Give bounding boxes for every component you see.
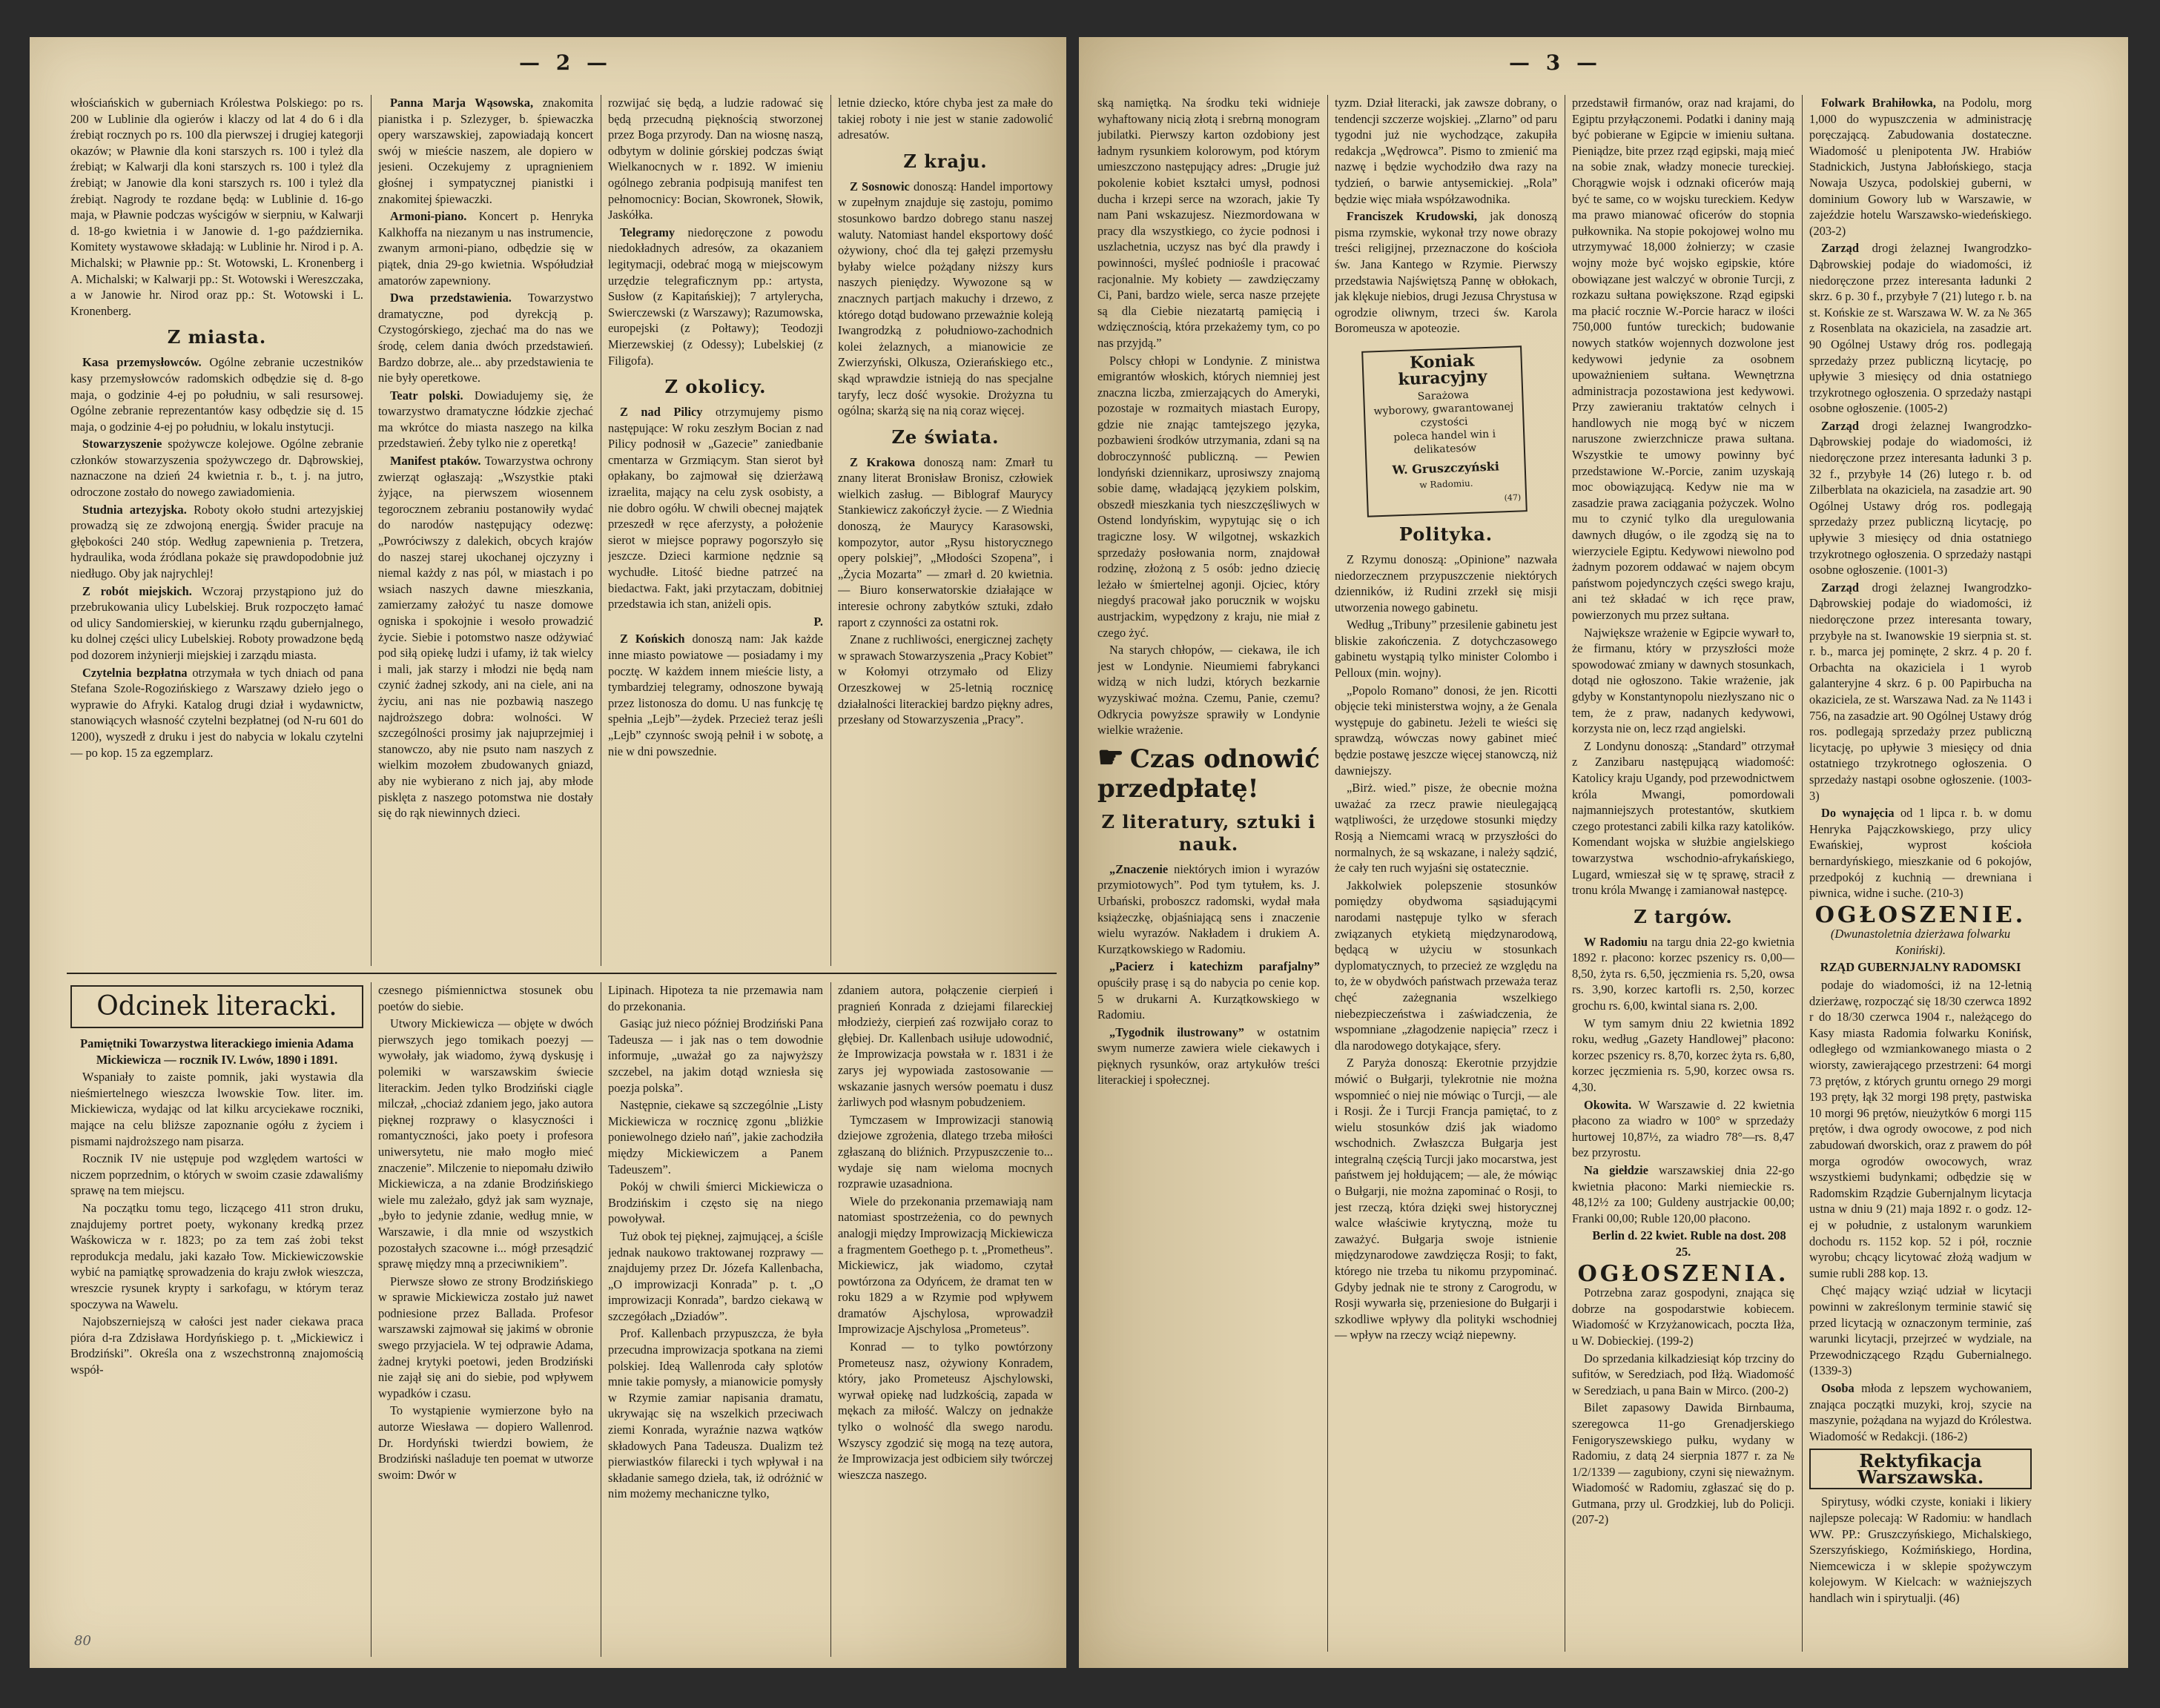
feuilleton-column-3 (608, 982, 823, 1657)
news-item-head: W Radomiu (1584, 934, 1648, 949)
news-item-text: donoszą nam: Zmarł tu znany literat Bronisław Bronisz, człowiek wielkich zasług. — Biblograf Maurycy Stankiewicz zakończył życie. — Z Wiednia donoszą, że Maurycy Karasowski, kompozytor, autor „Rysu historycznego opery polskiej”, „Młodości Szopena”, i „Życia Mozarta” — zmarł d. 20 kwietnia. — Biuro konserwatorskie działające w interesie ochrony zabytków sztuki, zdało raport z czynności za ostatni rok. (838, 454, 1053, 629)
ad-number: (47) (1504, 492, 1522, 503)
left-column-4 (838, 95, 1053, 966)
news-item (608, 225, 823, 368)
ad-text: drogi żelaznej Iwangrodzko-Dąbrowskiej podaje do wiadomości, iż niedoręczone przez interesanta ładunki 3 p. 32 f., przybyłe 14 (26) lutego r. b. od Zilberblata na okaziciela, na zasadzie art. 90 Ogólnej Ustawy dróg ros. podlegają sprzedaży przez publiczną licytację, po upływie 3 miesięcy od dnia ostatniego trzykrotnego ogłoszenia. O sprzedaży nastąpi osobne ogłoszenie. (1001-3) (1809, 418, 2032, 577)
news-item-head: Z Krakowa (850, 454, 916, 469)
news-item-head: Telegramy (620, 225, 676, 239)
paragraph: Według „Tribuny” przesilenie gabinetu jest bliskie zakończenia. Z dotychczasowego gabinetu wystąpią tylko minister Colombo i Pelloux (min. wojny). (1335, 618, 1557, 681)
news-item-head: Z robót miejskich. (82, 583, 192, 598)
section-title-ze-swiata: Ze świata. (891, 426, 1000, 448)
paragraph: rozwijać się będą, a ludzie radować się będą przecudną pięknością stworzonej przez Boga przyrody. Dan na wiosnę naszą, odbytym w dolinie górskiej podczas świąt Wielkanocnych w r. 1892. W imieniu ogólnego zebrania podpisują manifest ten pełnomocnicy: Bocian, Skowronek, Słowik, Jaskółka. (608, 96, 823, 222)
news-item-text: W Warszawie d. 22 kwietnia płacono za wiadro w 100° w sprzedaży hurtowej 10,87½, za wiadro 78°—rs. 8,47 bez przyrostu. (1572, 1097, 1794, 1160)
news-item (378, 388, 593, 451)
paragraph: ską namiętką. Na środku teki widnieje wyhaftowany nicią złotą i srebrną monogram jubilatki. Pierwszy karton ozdobiony jest ładnym rysunkiem kolorowym, pod którym umieszczono następujący adres: „Drugie już pokolenie kobiet kształci umysł, podnosi ducha i krzepi serce na wzorach, jakie Ty nam Pani wskazujesz. Niezmordowana w pracy dla wszystkiego, co życie podnosi i uszlachetnia, uczysz nas być dla prawdy i powinności, myśleć podniośle i pracować racjonalnie. My kobiety — zawdzięczamy Ci, Pani, bardzo wiele, serca nasze przejęte są dla Ciebie niezatartą pamięcią i wdzięcznością, która przekażemy tym, co po nas przyjdą.” (1097, 96, 1320, 350)
column-rule (830, 95, 831, 966)
news-item-text: otrzymała w tych dniach od pana Stefana Szole-Rogozińskiego z Warszawy dzieło jego o wyprawie do Afryki. Katalog drugi dział i wydawnictw, stanowiących własność czytelni bezpłatnej (od N-ru 601 do 1200), wyszedł z druku i jest do nabycia w lokalu czytelni — po kop. 15 za egzemplarz. (70, 665, 363, 760)
column-rule (830, 982, 831, 1657)
news-item-text: na targu dnia 22-go kwietnia 1892 r. płacono: korzec pszenicy rs. 0,00—8,50, żyta rs. 6,50, jęczmienia rs. 5,20, owsa rs. 3,90, korzec kartofli rs. 2,50, korzec grochu rs. 6,00, kwintal siana rs. 2,00. (1572, 934, 1794, 1013)
right-column-4 (1809, 95, 2032, 1652)
news-item-head: Czytelnia bezpłatna (82, 665, 188, 680)
news-item-head: Stowarzyszenie (82, 437, 162, 451)
pointing-hand-icon: ☛ (1097, 739, 1124, 775)
berlin-quote: Berlin d. 22 kwiet. Ruble na dost. 208 25. (1592, 1228, 1786, 1259)
news-item (608, 404, 823, 612)
paragraph: „Birż. wied.” pisze, że obecnie można uważać za rzecz prawie nieulegającą wątpliwości, że urzędowe stosunki między Rosją a Niemcami wracą w przyszłości do normalnych, że są wskazane, i należy sądzić, że cały ten ruch wyjaśni się ostatecznie. (1335, 781, 1557, 875)
classified-ad (1809, 1380, 2032, 1444)
paragraph: Z Rzymu donoszą: „Opinione” nazwała niedorzecznem przypuszczenie niektórych dzienników, iż Rudini zrzekł się misji utworzenia nowego gabinetu. (1335, 552, 1557, 615)
news-item-head: Teatr polski. (390, 388, 463, 403)
paragraph: Pierwsze słowo ze strony Brodzińskiego w sprawie Mickiewicza zostało już nawet podniesione przez Ballada. Profesor warszawski zajmował się jakimś w obronie swego przyjaciela. W tej odprawie Adama, żadnej krytyki poetowi, jeden Brodziński nie zajął się ani do siebie, pod wpływem wypadków i czasu. (378, 1274, 593, 1400)
news-item-text: Ogólne zebranie uczestników kasy przemysłowców radomskich odbędzie się d. 8-go maja, o godzinie 4-ej po południu, w sali resursowej. Ogólne zebranie reprezentantów kasy odbędzie się d. 15 maja, o godzinie 4-ej po południu, w lokalu instytucji. (70, 355, 363, 434)
news-item-text: jak donoszą pisma rzymskie, wykonał trzy nowe obrazy treści religijnej, przeznaczone do kościoła św. Jana Kantego w Rzymie. Pierwszy przedstawia Najświętszą Pannę w obłokach, jak klękuje niebios, drugi Jezusa Chrystusa w ogrodzie oliwnym, trzeci św. Karola Boromeusza w apoteozie. (1335, 209, 1557, 336)
ad-text: drogi żelaznej Iwangrodzko-Dąbrowskiej podaje do wiadomości, iż niedoręczone przez interesanta ładunki 2 skrz. 6 p. 30 f., przybyłe 7 (21) lutego r. b. na st. Końskie ze st. Warszawa W. W. za № 365 z Rosenblata na okaziciela, na zasadzie art. 90 Ogólnej Ustawy dróg ros. podlegają sprzedaży przez publiczną licytację, po upływie 3 miesięcy od dnia ostatniego trzykrotnego ogłoszenia. O sprzedaży nastąpi osobne ogłoszenie. (1005-2) (1809, 241, 2032, 416)
news-item-text: opuściły prasę i są do nabycia po cenie kop. 5 w drukarni A. Kurzątkowskiego w Radomiu. (1097, 975, 1320, 1022)
news-item (1572, 1162, 1794, 1226)
renew-subscription-banner (1097, 739, 1320, 804)
right-column-3 (1572, 95, 1794, 1652)
ad-head: Zarząd (1821, 241, 1859, 256)
news-item (70, 583, 363, 663)
news-item (1097, 861, 1320, 958)
section-title-z-kraju: Z kraju. (903, 150, 988, 172)
news-item (1572, 1097, 1794, 1161)
news-item-text: spożywcze kolejowe. Ogólne zebranie członków stowarzyszenia spożywczego dr. Dąbrowskiej, naznaczone na dzień 24 kwietnia r. b., t. j. na jutro, odroczone zostało do nowego zawiadomienia. (70, 437, 363, 500)
paragraph: przedstawił firmanów, oraz nad krajami, do Egiptu przyłączonemi. Podatki i daniny mają być pobierane w Egipcie w imieniu sułtana. Pieniądze, bite przez rząd egipski, mają mieć na sobie znak, władzy monecie tureckiej. Chorągwie wojsk i odznaki oficerów mają być te same, co w wojsku tureckiem. Kedyw ma prawo mianować oficerów do stopnia pułkownika. Na stopie pokojowej wolno mu utrzymywać 18,000 żołnierzy; w czasie wojny może być wojsko egipskie, które obowiązane jest walczyć w obronie Turcji, z rozkazu sułtana powiększone. Rząd egipski ma płacić rocznie W.-Porcie haracz w ilości 750,000 funtów tureckich; budowanie nowych statków wojennych dozwolone jest kedywowi jedynie za osobnem upoważnieniem sułtana. Wewnętrzna administracja pozostawiona jest kedywowi. Przy zawieraniu traktatów celnych i handlowych nie mogą być w niczem naruszone zwierzchnicze prawa sułtana. Wszystkie te umowy powinny być przedstawione W.-Porcie, zanim uzyskają moc obowiązującą. Kedyw nie ma w zasadzie prawa zaciągania pożyczek. Wolno mu to czynić tylko dla uregulowania dawnych długów, o ile zgodzą się na to wierzyciele Egiptu. Kedywowi niewolno pod żadnym pozorem oddawać w najem obcym państwom pojedynczych części swego kraju, ani też składać w ich ręce praw, powierzonych mu przez sułtana. (1572, 96, 1794, 622)
news-item-head: Z nad Pilicy (620, 405, 703, 420)
feuilleton-heading: Pamiętniki Towarzystwa literackiego imienia Adama Mickiewicza — rocznik IV. Lwów, 1890 i 1891. (80, 1036, 354, 1067)
paragraph: Polscy chłopi w Londynie. Z ministwa emigrantów włoskich, których niemniej jest znaczna liczba, zmierzających do Ameryki, pozostaje w rozmaitych miastach Europy, gdzie nie znając tamtejszego języka, pozbawieni środków utrzymania, zdani są na dobroczynność publiczną. — Pewien londyński dziennikarz, uprosiwszy znajomą sobie damę, władającą językiem polskim, obszedł mieszkania tych nieszczęśliwych w Ostend londyńskim, wypytując się o ich tragiczne losy. W wilgotnej, wskazkich sprzedaży posłowania norm, znajdował rodzinę, złożoną z 5 osób: jedno dziecię leżało w śmiertelnej agonji. Ojciec, który niegdyś pracował jako porucznik w wojsku austrjackim, wypędzony z kraju, nie miał z czego żyć. (1097, 353, 1320, 640)
paragraph: Rocznik IV nie ustępuje pod względem wartości w niczem poprzednim, o których w swoim czasie zdawaliśmy sprawę na tem miejscu. (70, 1151, 363, 1198)
paragraph: Najobszerniejszą w całości jest nader ciekawa praca pióra d-ra Zdzisława Hordyńskiego p. t. „Mickiewicz i Brodziński”. Określa ona z wszechstronną znajomością współ- (70, 1314, 363, 1377)
paragraph: Utwory Mickiewicza — objęte w dwóch pierwszych jego tomikach poezyj — wywołały, jak wiadomo, żywą dyskusję i polemiki w warszawskim świecie literackim. Jeden tylko Brodziński ciągle milczał, „chociaż zdaniem jego, jako autora pięknej rozprawy o klasyczności i romantyczności, jako poety i profesora uniwersytetu, nie mało mogło mieć znaczenie”. Milczenie to niepomału dziwiło Mickiewicza, a na zdanie Brodzińskiego wiele mu zależało, gdyż jak sam wyznaje, „było to jedynie zdanie, według mnie, w Warszawie, i dla mnie od wszystkich pozostałych szacowne i... mógł przesądzić sprawę między mną a przeciwnikiem”. (378, 1016, 593, 1271)
ad-head: Folwark Brahiłowka, (1821, 96, 1936, 110)
ogloszenie-heading: OGŁOSZENIE. (1814, 901, 2027, 928)
news-item (70, 665, 363, 761)
news-item (838, 454, 1053, 631)
ogloszenia-heading: OGŁOSZENIA. (1577, 1260, 1789, 1287)
classified-ad: Potrzebna zaraz gospodyni, znająca się dobrze na gospodarstwie kobiecem. Wiadomość w Krzyżanowicach, poczta Iłża, u W. Dobieckiej. (199-2) (1572, 1285, 1794, 1348)
news-item-head: Armoni-piano. (390, 209, 467, 224)
news-item (1335, 208, 1557, 337)
news-item (378, 208, 593, 288)
feuilleton-column-1 (70, 982, 363, 1657)
news-item (1572, 1016, 1794, 1096)
paragraph: To wystąpienie wymierzone było na autorze Wiesława — dopiero Wallenrod. Dr. Hordyński twierdzi bowiem, że Brodziński naśladuje ten poemat w utworze swoim: Dwór w (378, 1403, 593, 1482)
news-item-text: Towarzystwo dramatyczne, pod dyrekcją p. Czystogórskiego, zjechać ma do nas we środę, celem dania dwóch przedstawień. Bardzo dobrze, ale... aby przedstawienia te nie były operetkowe. (378, 291, 593, 385)
classified-ad (1809, 418, 2032, 578)
news-item-text: W tym samym dniu 22 kwietnia 1892 roku, według „Gazety Handlowej” płacono: korzec pszenicy rs. 8,70, korzec żyta rs. 6,80, korzec jęczmienia rs. 5,90, korzec owsa rs. 4,30. (1572, 1016, 1794, 1095)
feuilleton-column-2 (378, 982, 593, 1657)
news-item-head: Okowita. (1584, 1097, 1632, 1112)
right-page (1079, 37, 2128, 1668)
rzad-heading: RZĄD GUBERNJALNY RADOMSKI (1820, 960, 2021, 975)
news-item-head: Z Sosnowic (850, 179, 910, 193)
classified-ad (1809, 95, 2032, 239)
paragraph: Pokój w chwili śmierci Mickiewicza o Brodzińskim i często się na niego powoływał. (608, 1179, 823, 1226)
ad-head: Zarząd (1821, 580, 1859, 595)
paragraph: Z Paryża donoszą: Ekerotnie przyjdzie mówić o Bułgarji, tylekrotnie nie można wspomnieć o niej nie mówiąc o Turcji, — ale i Rosji. Że i Turcji Francja pamiętać, to z wielu stosunków dziś jak wiadomo wschodnich. Zwłaszcza Bułgarja jest integralną częścią Turcji jako mocarstwa, jest państwem jej hołdującem; — ale, że mówiąc o Bułgarji, nie można zapominać o Rosji, to jest rzeczą, która dzięki swej historycznej walce właściwie krytyczną, może tu zaważyć. Bułgarja swoje istnienie międzynarodowe zawdzięcza Rosji; to fakt, którego nie trzeba tu nikomu przypominać. Gdyby jednak nie te strony z Carogrodu, w Rosji wywarła się, przeniesione do Bułgarji i szkodliwe wpływy dla polityki wschodniej — wpływ na rzeczy wciąż niepewny. (1335, 1056, 1557, 1343)
news-item (1097, 1025, 1320, 1088)
news-item-head: „Pacierz i katechizm parafjalny” (1109, 959, 1320, 974)
feuilleton-divider (67, 973, 1057, 974)
news-item-text: Dowiadujemy się, że towarzystwo dramatyczne łódzkie zjechać ma wkrótce do miasta naszego na kilka przedstawień. Żeby tylko nie z operetką! (378, 388, 593, 451)
paragraph: Następnie, ciekawe są szczególnie „Listy Mickiewicza w rocznicę zgonu „bliżkie poniewolnego dzieło nań”, jakie zachodziła między Mickiewiczem a Panem Tadeuszem”. (608, 1098, 823, 1176)
news-item (838, 632, 1053, 728)
ad-text: na Podolu, morg 1,000 do wypuszczenia w administrację poręczającą. Zabudowania dostateczne. Wiadomość u plenipotenta JW. Hrabiów Stadnickich, Justyna Jabłońskiego, stacja Nowaja Uszyca, podolskiej guberni, w dominium Gowory lub w Warszawie, w zajeździe hotelu Warszawsko-wiedeńskiego. (203-2) (1809, 96, 2032, 238)
classified-ad (1809, 240, 2032, 417)
news-item-text: Towarzystwa ochrony zwierząt ogłaszają: „Wszystkie ptaki żyjące, na pierwszem wiosennem tegorocznem zebraniu postanowiły wydać do narodów następujący odezwę: „Powróciwszy z dalekich, obcych krajów do naszej starej ukochanej ojczyzny i niemal każdy z nas pól, w miastach i po wsiach naszych dawne mieszkania, zamierzamy założyć tu nasze domowe ogniska i spokojnie i wesoło prowadzić życie. Siebie i potomstwo nasze odżywiać pod siłą opiekę ludzi i ufamy, iż tak wielcy i mali, jak starzy i młodzi nie będą nam czynić żadnej szkody, ani na ciele, ani na życiu, ani nas nie pozbawią naszego najdroższego dobra: wolności. W szczególności prosimy jak najuprzejmiej i stanowczo, aby nie psuto nam naszych z wielkim mozołem zbudowanych gniazd, aby nie wybierano z nich jaj, aby młode pisklęta z naszego potomstwa nie dostały się do rąk niewinnych dzieci. (378, 454, 593, 821)
classified-ad (1809, 580, 2032, 804)
news-item-head: Franciszek Krudowski, (1347, 209, 1478, 224)
news-item-head: Manifest ptaków. (390, 454, 481, 469)
paragraph: czesnego piśmiennictwa stosunek obu poetów do siebie. (378, 983, 593, 1013)
page-number-left: — 2 — (519, 50, 612, 75)
left-page (30, 37, 1066, 1668)
column-rule (1802, 95, 1803, 1652)
ad-head: Do wynajęcia (1821, 806, 1895, 821)
news-item-text: znakomita pianistka i p. Szlezyger, b. śpiewaczka opery warszawskiej, zapowiadają koncert swój w mieście naszem, ale dopiero w jesieni. Oczekujemy z upragnieniem głośnej i sympatycznej pianistki i znakomitej śpiewaczki. (378, 96, 593, 206)
feuilleton-title: Odcinek literacki. (70, 985, 363, 1028)
news-item (378, 95, 593, 207)
news-item-text: Koncert p. Henryka Kalkhoffa na niezanym u nas instrumencie, zwanym armoni-piano, odbędzie się w piątek, dnia 29-go kwietnia. Współudział amatorów zapewniony. (378, 209, 593, 288)
section-title-z-okolicy: Z okolicy. (664, 376, 767, 398)
classified-ad (1809, 805, 2032, 901)
news-item-head: Kasa przemysłowców. (82, 355, 202, 370)
rektyfikacja-heading: Rektyfikacja Warszawska. (1809, 1449, 2032, 1489)
paragraph: Tymczasem w Improwizacji stanowią dziejowe zgrożenia, dlatego trzeba miłości zgłaszaną do bliźnich. Przypuszczenie to... wydaje się nam wieloma mocnych rozprawie uzasadniona. (838, 1112, 1053, 1191)
news-item-text: donoszą nam: Jak każde inne miasto powiatowe — posiadamy i my pocztę. W każdem innem mieście listy, a tymbardziej telegramy, odnoszone bywają przez listonosza do domu. U nas funkcję tę spełnia „Lejb”—żydek. Przecież teraz jeśli „Lejb” czynnośc swoją pełnił i w sobotę, a nie w dni powszednie. (608, 632, 823, 758)
news-item-head: Na giełdzie (1584, 1163, 1648, 1177)
ogloszenie-subtitle: (Dwunastoletnia dzierżawa folwarku Koniński). (1830, 927, 2011, 957)
ad-place: w Radomiu. (1419, 477, 1473, 490)
koniak-ad-area (1335, 338, 1557, 516)
news-item (70, 502, 363, 582)
paragraph: zdaniem autora, połączenie cierpień i pragnień Konrada z dziejami filareckiej młodzieży, cierpień zaś rozwijało coraz to głębiej. Dr. Kallenbach usiłuje udowodnić, że Improwizacja powstała w r. 1831 i że zarys jej wypowiada zastosowanie — wskazanie jasnych wersów poematu i dusz żarliwych pod własnym pobudzeniem. (838, 983, 1053, 1110)
news-item-text: otrzymujemy pismo następujące: W roku zeszłym Bocian z nad Pilicy podnosił w „Gazecie” zaniedbanie cmentarza w Grzmiącym. Stan sierot był opłakany, bo zajmował się dzierżawą izraelita, mający na celu zysk osobisty, a nie dobro ogółu. W chwili obecnej majątek przeszedł w ręce aferzysty, a położenie sierot w miejsce poprawy pogorszyło się jeszcze. Dzieci karmione nędznie są wychudłe. Litość biedne patrzeć na biedactwa. Fakt, jaki przytaczam, dobitniej przedstawia ich stan, aniżeli opis. (608, 405, 823, 612)
paragraph: Tuż obok tej pięknej, zajmującej, a ściśle jednak naukowo traktowanej rozprawy — znajdujemy przez Dr. Józefa Kallenbacha, „O improwizacji Konrada” p. t. „O improwizacji Konrada”, bardzo ciekawą w szczegółach „Dziadów”. (608, 1228, 823, 1323)
news-item (838, 179, 1053, 419)
news-item (378, 453, 593, 821)
ad-line: Sarażowa (1417, 388, 1470, 403)
news-item (70, 436, 363, 500)
paragraph: Wiele do przekonania przemawiają nam natomiast spostrzeżenia, co do pewnych analogji między Improwizacją Mickiewicza a fragmentem Goethego p. t. „Prometheus”. Mickiewicz, jak wiadomo, czytał powtórzona za Odyńcem, że dramat ten w roku 1829 a w Rzymie pod wpływem dramatów Ajschylosa, wprowadził Improwizacje Ajschylosa „Prometeus”. (838, 1194, 1053, 1337)
news-item-text: niedoręczone z powodu niedokładnych adresów, za okazaniem legitymacji, odebrać mogą w miejscowym urzędzie telegraficznym pp.: artysta, Susłow (z Kapitańskiej); 7 artylerycha, Swierczewski (z Warszawy); Razumowska, europejski (z Połtawy); Teodozji Mierzewskiej (z Odessy); Lubelskiej (z Filigofa). (608, 225, 823, 368)
paragraph: letnie dziecko, które chyba jest za małe do takiej roboty i nie jest w stanie zadowolić adresatów. (838, 96, 1053, 142)
news-item-text: Znane z ruchliwości, energicznej zachęty w sprawach Stowarzyszenia „Pracy Kobiet” w Kołomyi otrzymało od Elizy Orzeszkowej w 25-letnią rocznicę działalności literackiej bardzo piękny adres, przesłany od Stowarzyszenia „Pracy”. (838, 632, 1053, 727)
left-column-3 (608, 95, 823, 966)
renew-subscription-text: Czas odnowić przedpłatę! (1097, 744, 1320, 804)
ad-heading: Koniak kuracyjny (1398, 351, 1487, 389)
news-item-text: donoszą: Handel importowy w zupełnym znajduje się zastoju, pomimo stosunkowo bardzo dobrego stanu naszej waluty. Natomiast handel eksportowy dość ożywiony, choć dla tej gałęzi przemysłu byłaby wielce pożądany niższy kurs naszych pieniędzy. Wywozone są w znacznych partjach makuchy i drzewo, z którego dotąd budowano przeważnie koleją Iwangrodzką z południowo-zachodnich kolei żelaznych, a mianowicie ze Zwierzyński, Olkusza, Ozierańskiego etc., skąd wprawdzie istnieją do nas specjalne taryfy, lecz dość wysokie. Drożyzna tu ogólna; skarżą się na nią coraz więcej. (838, 179, 1053, 418)
pencil-note: 80 (74, 1633, 91, 1649)
paragraph: Na początku tomu tego, liczącego 411 stron druku, znajdujemy portret poety, wykonany kredką przez Waśkowicza w r. 1823; po za tem zaś żobi tekst reprodukcja medalu, jaki kazało Tow. Mickiewiczowskie wybić na pamiątkę sprowadzenia do kraju zwłok wieszcza, wreszcie rysunek krypty i sarkofagu, w którym teraz spoczywa na Wawelu. (70, 1200, 363, 1311)
page-number-right: — 3 — (1509, 50, 1602, 75)
news-item (1572, 934, 1794, 1014)
ad-text: od 1 lipca r. b. w domu Henryka Pajączkowskiego, przy ulicy Ewańskiej, wyprost kościoła bernardyńskiego, mieszkanie od 6 pokojów, przedpokój z kuchnią — drewniana i piwnica, widne i suche. (210-3) (1809, 806, 2032, 901)
news-item-text: Roboty około studni artezyjskiej prowadzą się ze zdwojoną energją. Świder pracuje na głębokości 240 stóp. Według zapewnienia p. Tretzera, hydraulika, woda źródlana pokaże się prawdopodobnie już niedługo. Oby jak najrychlej! (70, 502, 363, 581)
news-item-text: Wczoraj przystąpiono już do przebrukowania ulicy Lubelskiej. Bruk rozpoczęto łamać od ulicy Sandomierskiej, w kierunku rządu gubernjalnego, ku dolnej części ulicy Lubelskiej. Roboty prowadzone będą pod dozorem inżynierji miejskiej i zarządu miasta. (70, 583, 363, 662)
paragraph: Spirytusy, wódki czyste, koniaki i likiery najlepsze polecają: W Radomiu: w handlach WW. PP.: Gruszczyńskiego, Michalskiego, Szerszyńskiego, Koźmińskiego, Hordina, Niemcewicza i w sklepie spożywczym kolejowym. W Kielcach: w ważniejszych handlach win i spirytualji. (46) (1809, 1494, 2032, 1606)
paragraph: Chęć mający wziąć udział w licytacji powinni w zakreślonym terminie stawić się przed licytacją w oznaczonym terminie, zaś warunki licytacji, przejrzeć w wydziale, na Przewodniczącego Rządu Gubernialnego. (1339-3) (1809, 1283, 2032, 1378)
koniak-ad (1361, 345, 1527, 517)
paragraph: Na starych chłopów, — ciekawa, ile ich jest w Londynie. Nieumiemi fabrykanci widzą w nich ludzi, których bezkarnie wyzyskiwać można. Czemu, Panie, czemu? Odkrycia powyższe sprawiły w Londynie wielkie wrażenie. (1097, 643, 1320, 738)
paragraph: „Popolo Romano” donosi, że jen. Ricotti objęcie teki ministerstwa wojny, a że Genala występuje do gabinetu. Jeżeli te wieści się sprawdzą, wówczas nowy gabinet mieć będzie postawę jeszcze więcej stanowczą, niż dawniejszy. (1335, 683, 1557, 778)
right-column-1 (1097, 95, 1320, 1652)
ad-line: wyborowy, gwarantowanej czystości (1373, 400, 1514, 430)
news-item (608, 631, 823, 759)
feuilleton-column-4 (838, 982, 1053, 1657)
news-item-head: Z Końskich (620, 632, 685, 646)
classified-ad: Do sprzedania kilkadziesiąt kóp trzciny do sufitów, w Seredziach, pod Iłżą. Wiadomość w Seredziach, u pana Bain w Mirco. (200-2) (1572, 1351, 1794, 1397)
section-title-z-miasta: Z miasta. (167, 326, 267, 348)
paragraph: Prof. Kallenbach przypuszcza, że była przecudna improwizacja spotkana na ziemi polskiej. Ideą Wallenroda cały splotów mnie takie pomysły, a mianowicie pomysły w Rzymie zamiar napisania dramatu, ukrywając się na wszelkich przeciwach ziemi Konrada, wyraźnie nazwa wątków składowych Pana Tadeusza. Dualizm też pierwiastków filarecki i tych wpływał i na składanie samego dzieła, tak, iż odróżnić w nim możemy mechaniczne tylko, (608, 1326, 823, 1501)
news-item (378, 290, 593, 386)
left-column-2 (378, 95, 593, 966)
paragraph: Gasiąc już nieco później Brodziński Pana Tadeusza — i jak nas o tem dowodnie informuje, „uważał go za najwyższy szczebel, na jakim dotąd wzniesła się poezja polska”. (608, 1016, 823, 1095)
ad-text: drogi żelaznej Iwangrodzko-Dąbrowskiej podaje do wiadomości, iż niedoręczone przez interesanta towary, przybyłe na st. Iwanowskie 19 sierpnia st. st. r. b., marca jej pominęte, 2 skrz. 4 p. 20 f. Orbachta na okaziciela i 1 wyrob galanteryjne 4 skrz. 6 p. 00 Papirbucha na okaziciela, ze st. Warszawa Nad. za № 1143 i 756, na zasadzie art. 90 Ogólnej Ustawy dróg ros. podlegają sprzedaży przez publiczną licytację, po upływie 3 miesięcy od dnia ostatniego trzykrotnego ogłoszenia. O sprzedaży nastąpi osobne ogłoszenie. (1003-3) (1809, 580, 2032, 803)
news-item-head: Dwa przedstawienia. (390, 291, 512, 305)
signature: P. (813, 614, 823, 629)
section-title-literatury: Z literatury, sztuki i nauk. (1101, 810, 1316, 855)
news-item-text: warszawskiej dnia 22-go kwietnia płacono: Marki niemieckie rs. 48,12½ za 100; Guldeny austrjackie 00,00; Franki 00,00; Ruble 120,00 płacono. (1572, 1163, 1794, 1225)
classified-ad: Bilet zapasowy Dawida Birnbauma, szeregowca 11-go Grenadjerskiego Fenigoryszewskiego pułku, wydany w Radomiu, z datą 24 sierpnia 1877 r. za № 1/2/1339 — zagubiony, czyni się nieważnym. Wiadomość w Radomiu, zgłaszać się do p. Gutmana, przy ul. Grodzkiej, lub do Policji. (207-2) (1572, 1400, 1794, 1527)
news-item (1097, 959, 1320, 1022)
section-title-polityka: Polityka. (1398, 523, 1493, 545)
paragraph: podaje do wiadomości, iż na 12-letnią dzierżawę, rozpocząć się 18/30 czerwca 1892 r do 18/30 czerwca 1904 r., należącego do Kasy miasta Radomia folwarku Konińsk, odległego od wzmiankowanego miasta o 2 wiorsty, zawierającego przestrzeni: 64 morgi 73 prętów, z których gruntu ornego 29 morgi 193 pręty, łąk 32 morgi 198 pręty, pastwiska 10 morgi 96 prętów, nieużytków 6 morgi 115 prętów, i dwa ogrody owocowe, z pod nich zabudowań dworskich, oraz z prawem do pół morga ogrodów owocowych, wraz wszystkiemi budynkami; odbędzie się w Radomskim Rządzie Gubernjalnym licytacja ustna w dniu 9 (21) maja 1892 r. o godz. 12-ej w południe, z ustalonym warunkiem dochodu rs. 1152 kop. 52 i pół, rocznie wyrobu; chcący licytować złożą wadjum w sumie rubli 288 kop. 13. (1809, 978, 2032, 1280)
news-item-head: Panna Marja Wąsowska, (390, 96, 534, 110)
ad-head: Zarząd (1821, 418, 1859, 433)
right-column-2 (1335, 95, 1557, 1652)
ad-text: młoda z lepszem wychowaniem, znająca początki muzyki, kroj, szycie na maszynie, pożądana na wyjazd do Królestwa. Wiadomość w Redakcji. (186-2) (1809, 1380, 2032, 1443)
paragraph: tyzm. Dział literacki, jak zawsze dobrany, o tendencji szczerze wojskiej. „Zlarno” od paru tygodni już nie wychodzące, zakupiła redakcja „Wędrowca”. Pismo to zmienić ma nazwę i będzie wychodziło dwa razy na tydzień, o barwie antysemickiej. „Rola” będzie więc miała współzawodnika. (1335, 96, 1557, 206)
news-item-head: „Znaczenie (1109, 861, 1169, 876)
news-item-text: w ostatnim swym numerze zawiera wiele ciekawych i pięknych rysunków, oraz artykułów treści literackiej i społecznej. (1097, 1025, 1320, 1088)
paragraph: Lipinach. Hipoteza ta nie przemawia nam do przekonania. (608, 983, 823, 1013)
left-column-1 (70, 95, 363, 966)
section-title-targow: Z targów. (1634, 905, 1733, 927)
news-item-head: „Tygodnik ilustrowany” (1109, 1025, 1245, 1039)
ad-head: Osoba (1821, 1380, 1855, 1395)
column-rule (1327, 95, 1328, 1652)
paragraph: Konrad — to tylko powtórzony Prometeusz nasz, ożywiony Konradem, który, jako Prometeusz Ajschylowski, wyrwał opiekę nad ludzkością, zapada w mękach za miłość. Walczy on jednakże tylko o wolność dla swego narodu. Wszyscy zgodzić się mogą na tezę autora, że Improwizacja jest odbiciem siły twórczej wieszcza naszego. (838, 1340, 1053, 1482)
news-item-text: niektórych imion i wyrazów przymiotowych”. Pod tym tytułem, ks. J. Urbański, proboszcz radomski, wydał mała książeczkę, objaśniającą sens i znaczenie wielu wyrazów. Nakładem i drukiem A. Kurzątkowskiego w Radomiu. (1097, 861, 1320, 956)
ad-brand: W. Gruszczyński (1392, 459, 1500, 477)
news-item (70, 354, 363, 434)
paragraph: włościańskich w guberniach Królestwa Polskiego: po rs. 200 w Lublinie dla ogierów i klaczy od lat 4 do 6 i dla źrebiąt rocznych po rs. 100 dla pierwszej i drugiej kategorji okazów; w Pławnie dla koni starszych rs. 100 i tyleż dla źrebiąt; w Kalwarji dla koni starszych rs. 100 i tyleż dla źrebiąt; w Janowie dla koni starszych rs. 100 i tyleż dla źrebiąt. Nagrody te rozdane będą: w Lublinie d. 16-go maja, w Pławnie podczas wyścigów w sierpniu, w Kalwarji d. 18-go kwietnia i w Janowie d. 1-go października. Komitety wystawowe składają: w Lublinie hr. Nirod i p. A. Michalski; w Pławnie pp.: St. Wotowski, L. Kronenberg i A. Michalski; w Kalwarji pp.: St. Wotowski i Wereszczaka, a w Janowie hr. Nirod oraz pp.: St. Wotowski i L. Kronenberg. (70, 96, 363, 318)
paragraph: Z Londynu donoszą: „Standard” otrzymał z Zanzibaru następującą wiadomość: Katolicy kraju Ugandy, pod przewodnictwem króla Mwangi, pomordowali najmanniejszych protestantów, skutkiem czego protestanci zabili kilka razy katolików. Komendant wojska w służbie angielskiego towarzystwa wschodnio-afrykańskiego, Lugard, wmieszał się w tę sprawę, stracił z tronu króla Mwangę i zamianował następcę. (1572, 738, 1794, 898)
paragraph: Największe wrażenie w Egipcie wywarł to, że firmanu, który w przyszłości może spowodować zmiany w dawnych stosunkach, dotąd nie ogłoszono. Takie wrażenie, jak gdyby w Konstantynopolu niezłyszano nic o tem, że z praw, nadanych kedywowi, korzysta nie on, lecz rząd angielski. (1572, 625, 1794, 736)
paragraph: Jakkolwiek polepszenie stosunków pomiędzy obydwoma sąsiadującymi narodami następuje tylko w sferach związanych etykietą międzynarodową, będącą w użyciu w stosunkach dyplomatycznych, to przecież ze względu na to, że w obydwóch państwach przeważa teraz chęć zażegnania wszelkiego niebezpieczeństwa i zaświadczenia, że wspomniane „złagodzenie napięcia” rzecz i dla narodowego dotykające, sfery. (1335, 878, 1557, 1053)
news-item-head: Studnia artezyjska. (82, 502, 187, 517)
paragraph: Wspaniały to zaiste pomnik, jaki wystawia dla nieśmiertelnego wieszcza lwowskie Tow. liter. im. Mickiewicza, wydając od lat kilku arcyciekawe roczniki, mające na celu bliższe zapoznanie ogółu z życiem i pismami najdroższego nam pisarza. (70, 1070, 363, 1148)
ad-line: poleca handel win i delikatesów (1393, 428, 1496, 457)
